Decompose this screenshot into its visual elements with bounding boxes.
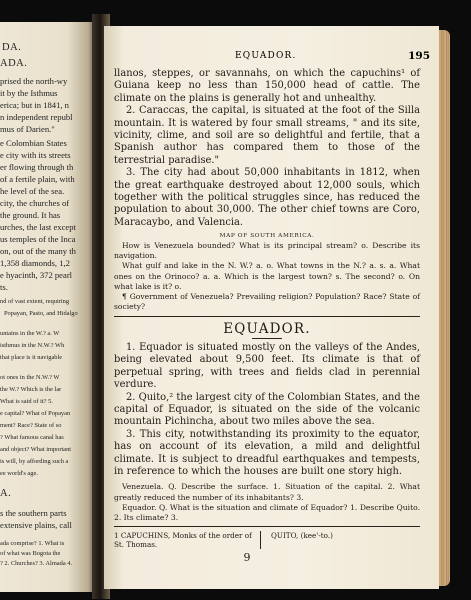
left-page-line: nd of vast extent, requiring <box>0 298 70 305</box>
section-title: EQUADOR. <box>223 320 311 337</box>
left-page-line: ee world's age. <box>0 470 38 477</box>
left-page <box>0 22 96 592</box>
left-page-line: Popayan, Pasto, and Hidalgo <box>4 310 78 317</box>
footnote-quito: QUITO, (kee'-to.) <box>271 530 333 540</box>
venezuela-para-3: 3. The city had about 50,000 inhabitants in 1812, when the great earthquake destroyed about 12,000 souls, which together with the political struggles since, has reduced the population to about 30,000. The other chief towns are Coro, Maracaybo, and Valencia. <box>114 167 420 228</box>
left-page-line: on, out of the many th <box>0 246 76 256</box>
left-page-line: erica; but in 1841, n <box>0 100 69 110</box>
footnote-capuchins: 1 CAPUCHINS, Monks of the order of St. Thomas. <box>114 530 252 549</box>
left-page-line: that place is it navigable <box>0 354 63 361</box>
left-page-line: ot ones in the N.W.? W <box>0 374 60 381</box>
left-page-line: mus of Darien." <box>0 124 55 134</box>
map-question-1: How is Venezuela bounded? What is its principal stream? o. Describe its navigation. <box>114 241 420 261</box>
left-page-line: e capital? What of Popayan <box>0 410 71 417</box>
left-page-line: er flowing through th <box>0 162 74 172</box>
left-page-line: ment? Race? State of so <box>0 422 62 429</box>
left-page-line: isthmus in the N.W.? Wh <box>0 342 65 349</box>
left-page-line: ? What famous canal has <box>0 434 64 441</box>
venezuela-para-1: llanos, steppes, or savannahs, on which the capuchins¹ of Guiana keep no less than 150,000 head of cattle. The climate on the plains is generally hot and unhealthy. <box>114 68 420 104</box>
left-page-line: untains in the W.? a. W <box>0 330 60 337</box>
left-page-line: and object? What important <box>0 446 72 453</box>
left-page-line: is will, by affording such a <box>0 458 69 465</box>
left-page-line: he level of the sea. <box>0 186 65 196</box>
left-page-line: of what was Bogota the <box>0 550 61 557</box>
right-page <box>104 26 439 589</box>
equador-para-2: 2. Quito,² the largest city of the Colombian States, and the capital of Equador, is situated on the side of the volcanic mountain Pichincha, about two miles above the sea. <box>114 391 420 428</box>
left-page-line: ADA. <box>0 58 28 69</box>
left-page-line: city, the churches of <box>0 198 70 208</box>
signature-mark: 9 <box>243 550 251 564</box>
map-question-3: ¶ Government of Venezuela? Prevailing religion? Population? Race? State of society? <box>114 291 420 311</box>
venezuela-para-2: 2. Caraccas, the capital, is situated at the foot of the Silla mountain. It is watered by four small streams, " and its site, vicinity, clime, and soil are so delightful and fertile, that a Spanish author has compared them to those of the terrestrial paradise." <box>114 105 420 166</box>
left-page-line: the ground. It has <box>0 210 61 220</box>
left-page-line: extensive plains, call <box>0 520 72 530</box>
left-page-line: urches, the last except <box>0 222 76 232</box>
left-page-line: s the southern parts <box>0 508 67 518</box>
equador-para-1: 1. Equador is situated mostly on the valleys of the Andes, being elevated about 9,500 feet. Its climate is that of perpetual spring, with trees and fields clad in perennial verdure. <box>114 341 420 391</box>
left-page-line: A. <box>0 488 12 499</box>
section-rule <box>114 316 420 317</box>
footnotes <box>114 531 420 549</box>
page-text <box>114 68 420 564</box>
equador-para-3: 3. This city, notwithstanding its proximity to the equator, has on account of its elevation, a mild and delightful climate. It is subject to dreadful earthquakes and tempests, in reference to which the houses are built one story high. <box>114 428 420 477</box>
left-page-line: us temples of the Inca <box>0 234 76 244</box>
left-page-line: e hyacinth, 372 pearl <box>0 270 73 280</box>
running-head <box>114 50 432 66</box>
left-page-line: the W.? Which is the lar <box>0 386 62 393</box>
left-page-line: e Colombian States <box>0 138 67 148</box>
map-question-2: What gulf and lake in the N. W.? a. o. What towns in the N.? a. s. a. What ones on the Orinoco? a. a. Which is the largest town? s. The second? o. On what lake is it? o. <box>114 261 420 291</box>
venezuela-questions: Venezuela. Q. Describe the surface. 1. Situation of the capital. 2. What greatly reduced the number of its inhabitants? 3. <box>114 482 420 502</box>
left-page-line: What is said of it? 5. <box>0 398 53 405</box>
left-page-line: ? 2. Churches? 3. Almada 4. <box>0 560 73 567</box>
left-page-line: 1,358 diamonds, 1,2 <box>0 258 70 268</box>
equador-questions: Equador. Q. What is the situation and climate of Equador? 1. Describe Quito. 2. Its climate? 3. <box>114 502 420 522</box>
left-page-line: ada comprise? 1. What is <box>0 540 65 547</box>
left-page-line: prised the north-wy <box>0 76 68 86</box>
left-page-line: it by the Isthmus <box>0 88 58 98</box>
footnote-rule <box>114 526 420 527</box>
title-rule <box>252 338 282 339</box>
left-page-line: ts. <box>0 282 8 292</box>
map-heading: MAP OF SOUTH AMERICA. <box>219 233 315 240</box>
left-page-line: of a fertile plain, with <box>0 174 75 184</box>
left-page-line: e city with its streets <box>0 150 71 160</box>
left-page-line: n independent republ <box>0 112 73 122</box>
page-number: 195 <box>408 50 430 62</box>
running-head-title: EQUADOR. <box>235 51 297 61</box>
left-page-line: DA. <box>2 42 22 53</box>
